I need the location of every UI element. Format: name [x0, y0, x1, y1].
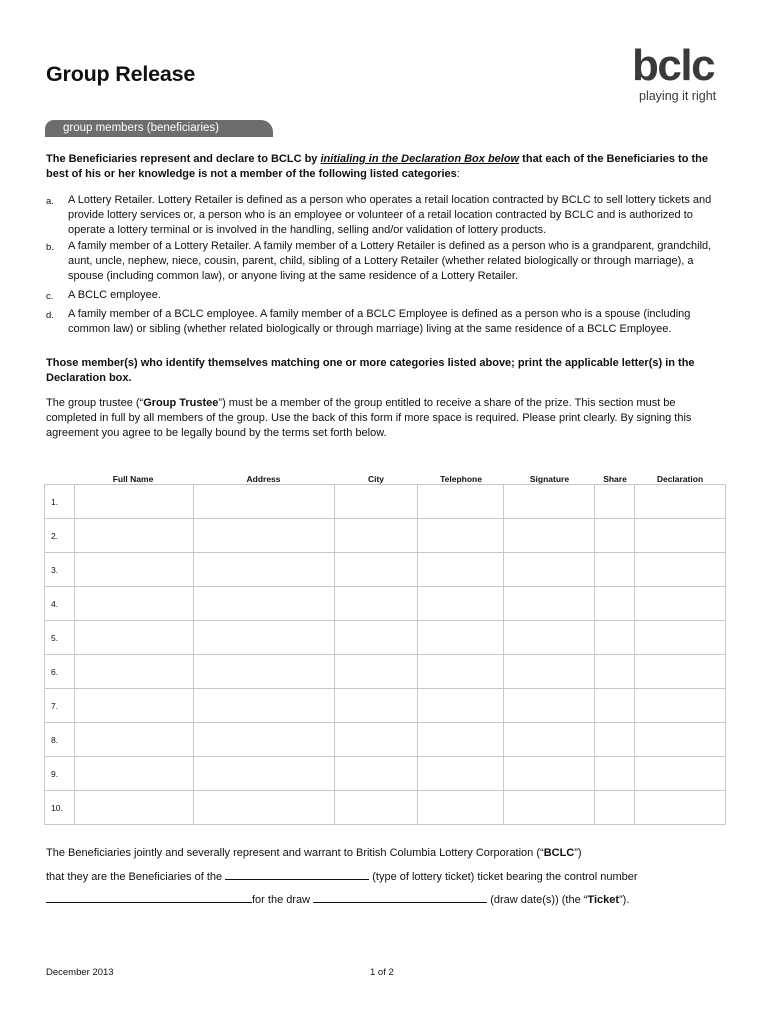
category-text: A BCLC employee. [68, 289, 161, 301]
section-tab-label: group members [63, 122, 144, 134]
warrant-line3-bold: Ticket [587, 894, 620, 906]
signature-cell[interactable] [504, 655, 595, 689]
intro-emphasis: initialing in the Declaration Box below [320, 153, 520, 165]
telephone-cell[interactable] [418, 689, 504, 723]
row-number: 8. [45, 723, 75, 757]
control-number-blank[interactable] [46, 892, 252, 903]
telephone-cell[interactable] [418, 553, 504, 587]
full-name-cell[interactable] [74, 791, 193, 825]
telephone-cell[interactable] [418, 723, 504, 757]
declaration-cell[interactable] [635, 553, 726, 587]
row-number: 7. [45, 689, 75, 723]
city-cell[interactable] [334, 655, 418, 689]
declaration-cell[interactable] [635, 655, 726, 689]
signature-cell[interactable] [504, 485, 595, 519]
city-cell[interactable] [334, 519, 418, 553]
trustee-part2: ”) must be a member of the group entitled to receive a share of the prize. This section must be completed in full by all members of the group. Use the back of this form if more space is required. Please print clearly. By signing this agreement you agree to be legally bound by the terms set forth below. [46, 397, 692, 439]
share-cell[interactable] [595, 587, 635, 621]
share-cell[interactable] [595, 689, 635, 723]
page-title: Group Release [46, 62, 196, 86]
column-header-address: Address [246, 474, 281, 484]
share-cell[interactable] [595, 791, 635, 825]
intro-part1: The Beneficiaries represent and declare to BCLC by [46, 153, 321, 165]
declaration-cell[interactable] [635, 621, 726, 655]
full-name-cell[interactable] [74, 655, 193, 689]
city-cell[interactable] [334, 485, 418, 519]
signature-cell[interactable] [504, 689, 595, 723]
share-cell[interactable] [595, 553, 635, 587]
address-cell[interactable] [193, 723, 334, 757]
trustee-bold: Group Trustee [143, 397, 219, 409]
category-letter: a. [46, 196, 54, 207]
signature-cell[interactable] [504, 587, 595, 621]
table-row [45, 723, 726, 757]
row-number: 4. [45, 587, 75, 621]
full-name-cell[interactable] [74, 553, 193, 587]
warrant-line1-part2: ”) [574, 847, 582, 859]
city-cell[interactable] [334, 791, 418, 825]
address-cell[interactable] [193, 485, 334, 519]
warrant-line-3 [46, 892, 629, 908]
address-cell[interactable] [193, 587, 334, 621]
table-body [45, 485, 726, 825]
full-name-cell[interactable] [74, 587, 193, 621]
signature-cell[interactable] [504, 621, 595, 655]
city-cell[interactable] [334, 757, 418, 791]
footer-page-number: 1 of 2 [370, 967, 394, 978]
identify-note: Those member(s) who identify themselves matching one or more categories listed above; print the applicable letter(s) in the Declaration box. [46, 357, 695, 384]
bclc-logo [632, 41, 728, 106]
city-cell[interactable] [334, 621, 418, 655]
column-header-signature: Signature [529, 474, 570, 484]
telephone-cell[interactable] [418, 621, 504, 655]
category-text: A family member of a BCLC employee. A family member of a BCLC Employee is defined as a person who is a spouse (including common law) or sibling (whether related biologically or through marriage) living at the same residence of a BCLC Employee. [68, 308, 691, 335]
warrant-line-2 [46, 869, 638, 885]
full-name-cell[interactable] [74, 723, 193, 757]
intro-colon: : [456, 168, 460, 180]
table-row [45, 689, 726, 723]
ticket-type-blank[interactable] [225, 869, 369, 880]
row-number: 9. [45, 757, 75, 791]
declaration-cell[interactable] [635, 587, 726, 621]
row-number: 3. [45, 553, 75, 587]
table-row [45, 587, 726, 621]
full-name-cell[interactable] [74, 689, 193, 723]
full-name-cell[interactable] [74, 519, 193, 553]
category-text: A Lottery Retailer. Lottery Retailer is defined as a person who operates a retail location contracted by BCLC to sell lottery tickets and provide lottery services or, a person who is an employee or volunteer of a retail location contracted by BCLC and is authorized to operate a lottery terminal or is involved in the handling, selling and/or validation of lottery products. [68, 194, 712, 236]
address-cell[interactable] [193, 553, 334, 587]
warrant-line2-part2: (type of lottery ticket) ticket bearing the control number [372, 871, 638, 883]
category-text: A family member of a Lottery Retailer. A family member of a Lottery Retailer is defined as a person who is a grandparent, grandchild, aunt, uncle, nephew, niece, cousin, parent, child, sibling of a Lottery Retailer (whether related biologically or through marriage), a spouse (including common law), or anyone living at the same residence of a Lottery Retailer. [68, 240, 712, 282]
warrant-line3-part2: (draw date(s)) (the “ [490, 894, 588, 906]
declaration-cell[interactable] [635, 519, 726, 553]
logo-tagline: playing it right [639, 89, 717, 103]
signature-cell[interactable] [504, 553, 595, 587]
category-letter: c. [46, 291, 54, 302]
footer-date: December 2013 [46, 967, 114, 978]
city-cell[interactable] [334, 723, 418, 757]
column-header-share: Share [603, 474, 627, 484]
section-tab-group-members [45, 120, 273, 137]
declaration-cell[interactable] [635, 791, 726, 825]
row-number: 6. [45, 655, 75, 689]
table-row [45, 485, 726, 519]
column-header-full-name: Full Name [112, 474, 154, 484]
category-a [46, 193, 726, 238]
share-cell[interactable] [595, 485, 635, 519]
full-name-cell[interactable] [74, 485, 193, 519]
share-cell[interactable] [595, 621, 635, 655]
declaration-cell[interactable] [635, 689, 726, 723]
telephone-cell[interactable] [418, 791, 504, 825]
share-cell[interactable] [595, 519, 635, 553]
telephone-cell[interactable] [418, 519, 504, 553]
warrant-line1-bold: BCLC [543, 847, 575, 859]
signature-cell[interactable] [504, 723, 595, 757]
draw-date-blank[interactable] [313, 892, 487, 903]
telephone-cell[interactable] [418, 655, 504, 689]
table-row [45, 621, 726, 655]
section-tab-label-paren: (beneficiaries) [146, 122, 219, 134]
address-cell[interactable] [193, 621, 334, 655]
category-letter: d. [46, 310, 54, 321]
table-row [45, 519, 726, 553]
full-name-cell[interactable] [74, 621, 193, 655]
intro-declaration [46, 152, 726, 182]
share-cell[interactable] [595, 723, 635, 757]
telephone-cell[interactable] [418, 587, 504, 621]
intro-part2: that each of the Beneficiaries to the best of his or her knowledge is not a member of the following listed categories [46, 153, 708, 180]
logo-wordmark: bclc [632, 41, 715, 90]
category-letter: b. [46, 242, 54, 253]
beneficiaries-table [44, 484, 726, 825]
category-d [46, 307, 726, 337]
city-cell[interactable] [334, 587, 418, 621]
full-name-cell[interactable] [74, 757, 193, 791]
column-header-telephone: Telephone [440, 474, 482, 484]
share-cell[interactable] [595, 655, 635, 689]
table-row [45, 553, 726, 587]
declaration-cell[interactable] [635, 485, 726, 519]
trustee-part1: The group trustee (“ [46, 397, 144, 409]
city-cell[interactable] [334, 689, 418, 723]
address-cell[interactable] [193, 689, 334, 723]
telephone-cell[interactable] [418, 757, 504, 791]
warrant-line-1 [46, 846, 582, 861]
city-cell[interactable] [334, 553, 418, 587]
row-number: 1. [45, 485, 75, 519]
signature-cell[interactable] [504, 791, 595, 825]
telephone-cell[interactable] [418, 485, 504, 519]
signature-cell[interactable] [504, 757, 595, 791]
address-cell[interactable] [193, 757, 334, 791]
address-cell[interactable] [193, 791, 334, 825]
column-header-declaration: Declaration [656, 474, 704, 484]
trustee-paragraph [46, 396, 726, 441]
row-number: 5. [45, 621, 75, 655]
table-row [45, 757, 726, 791]
address-cell[interactable] [193, 519, 334, 553]
warrant-line2-part1: that they are the Beneficiaries of the [46, 871, 223, 883]
category-b [46, 239, 726, 284]
warrant-line3-part3: ”). [619, 894, 630, 906]
column-header-city: City [367, 474, 385, 484]
signature-cell[interactable] [504, 519, 595, 553]
row-number: 10. [45, 791, 75, 825]
address-cell[interactable] [193, 655, 334, 689]
table-row [45, 655, 726, 689]
declaration-cell[interactable] [635, 757, 726, 791]
warrant-line1-part1: The Beneficiaries jointly and severally represent and warrant to British Columbia Lottery Corporation (“ [46, 847, 544, 859]
table-row [45, 791, 726, 825]
declaration-cell[interactable] [635, 723, 726, 757]
warrant-line3-part1: for the draw [252, 894, 311, 906]
category-c [46, 288, 726, 303]
row-number: 2. [45, 519, 75, 553]
share-cell[interactable] [595, 757, 635, 791]
